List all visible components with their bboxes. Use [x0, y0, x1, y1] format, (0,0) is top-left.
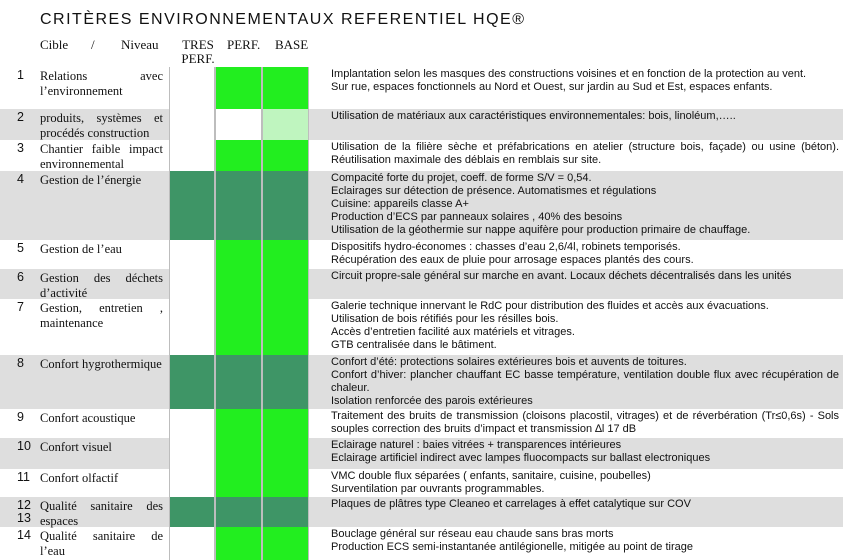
table-row — [0, 527, 843, 560]
table-row — [0, 299, 843, 355]
level-tres-perf — [169, 355, 215, 409]
row-description — [331, 528, 839, 554]
table-row — [0, 269, 843, 299]
level-perf — [215, 355, 262, 409]
row-number: 8 — [17, 356, 24, 370]
description-line: Production ECS semi-instantanée antilégionelle, mitigée au point de tirage — [331, 541, 693, 553]
level-base — [262, 240, 309, 269]
header-tres-perf: TRES PERF. — [181, 37, 215, 66]
table-row — [0, 240, 843, 269]
description-line: Utilisation de bois rétifiés pour les résilles bois. — [331, 313, 559, 325]
description-line: Eclairages sur détection de présence. Automatismes et régulations — [331, 185, 657, 197]
description-line: Accès d’entretien facilité aux matériels et vitrages. — [331, 326, 575, 338]
row-number: 7 — [17, 300, 24, 314]
row-cible: Qualité sanitaire des espaces — [40, 499, 163, 528]
level-perf — [215, 109, 262, 140]
level-tres-perf — [169, 527, 215, 560]
description-line: Circuit propre-sale général sur marche en avant. Locaux déchets décentralisés dans les unités — [331, 270, 792, 282]
description-line: Isolation renforcée des parois extérieures — [331, 395, 533, 407]
row-number: 12 13 — [17, 498, 31, 525]
level-base — [262, 109, 309, 140]
level-perf — [215, 497, 262, 527]
level-perf — [215, 527, 262, 560]
description-line: Récupération des eaux de pluie pour arrosage espaces plantés des cours. — [331, 254, 694, 266]
level-tres-perf — [169, 497, 215, 527]
row-description — [331, 110, 839, 123]
level-perf — [215, 240, 262, 269]
row-description — [331, 300, 839, 352]
row-cible: Gestion, entretien , maintenance — [40, 301, 163, 330]
row-description — [331, 470, 839, 496]
level-tres-perf — [169, 140, 215, 171]
row-number: 4 — [17, 172, 24, 186]
row-cible: Confort acoustique — [40, 411, 136, 425]
row-number: 1 — [17, 68, 24, 82]
row-cible: Confort hygrothermique — [40, 357, 162, 371]
description-line: Utilisation de la filière sèche et préfabrications en atelier (structure bois, façade) ou usine (béton). Réutilisation maximale des déblais en remblais sur site. — [331, 141, 839, 166]
level-perf — [215, 469, 262, 497]
row-description — [331, 270, 839, 283]
level-base — [262, 67, 309, 109]
level-base — [262, 438, 309, 469]
description-line: Confort d’hiver: plancher chauffant EC basse température, ventilation double flux avec récupération de chaleur. — [331, 369, 839, 394]
page-title: CRITÈRES ENVIRONNEMENTAUX REFERENTIEL HQE® — [40, 11, 526, 28]
level-tres-perf — [169, 171, 215, 240]
level-perf — [215, 171, 262, 240]
description-line: Galerie technique innervant le RdC pour distribution des fluides et accès aux évacuations. — [331, 300, 769, 312]
description-line: Eclairage artificiel indirect avec lampes fluocompacts sur ballast electroniques — [331, 452, 711, 464]
description-line: Plaques de plâtres type Cleaneo et carrelages à effet catalytique sur COV — [331, 498, 691, 510]
description-line: Compacité forte du projet, coeff. de forme S/V = 0,54. — [331, 172, 592, 184]
description-line: Confort d’été: protections solaires extérieures bois et auvents de toitures. — [331, 356, 687, 368]
row-description — [331, 172, 839, 237]
table-row — [0, 497, 843, 527]
level-perf — [215, 438, 262, 469]
level-tres-perf — [169, 299, 215, 355]
table-row — [0, 140, 843, 171]
level-tres-perf — [169, 438, 215, 469]
header-niveau: Niveau — [121, 37, 159, 52]
level-tres-perf — [169, 240, 215, 269]
level-tres-perf — [169, 269, 215, 299]
description-line: GTB centralisée dans le bâtiment. — [331, 339, 497, 351]
row-description — [331, 241, 839, 267]
description-line: Cuisine: appareils classe A+ — [331, 198, 469, 210]
level-base — [262, 355, 309, 409]
row-number: 6 — [17, 270, 24, 284]
table-row — [0, 109, 843, 140]
table-row — [0, 355, 843, 409]
header-base: BASE — [275, 37, 309, 52]
row-cible: Gestion de l’eau — [40, 242, 122, 256]
header-slash: / — [91, 37, 95, 52]
table-row — [0, 67, 843, 109]
description-line: Utilisation de matériaux aux caractéristiques environnementales: bois, linoléum,….. — [331, 110, 736, 122]
level-base — [262, 140, 309, 171]
level-base — [262, 469, 309, 497]
level-base — [262, 269, 309, 299]
level-base — [262, 527, 309, 560]
level-perf — [215, 67, 262, 109]
table-row — [0, 171, 843, 240]
row-cible: Gestion de l’énergie — [40, 173, 142, 187]
row-number: 9 — [17, 410, 24, 424]
table-row — [0, 409, 843, 438]
description-line: Bouclage général sur réseau eau chaude sans bras morts — [331, 528, 614, 540]
header-perf: PERF. — [227, 37, 261, 52]
level-tres-perf — [169, 109, 215, 140]
level-tres-perf — [169, 409, 215, 438]
level-tres-perf — [169, 469, 215, 497]
row-number: 3 — [17, 141, 24, 155]
row-cible: Confort visuel — [40, 440, 112, 454]
description-line: Sur rue, espaces fonctionnels au Nord et Ouest, sur jardin au Sud et Est, espaces enfants. — [331, 81, 773, 93]
table-row — [0, 438, 843, 469]
row-cible: produits, systèmes et procédés construction — [40, 111, 163, 140]
level-tres-perf — [169, 67, 215, 109]
description-line: Eclairage naturel : baies vitrées + transparences intérieures — [331, 439, 622, 451]
level-perf — [215, 269, 262, 299]
row-cible: Qualité sanitaire de l’eau — [40, 529, 163, 558]
description-line: Dispositifs hydro-économes : chasses d’eau 2,6/4l, robinets temporisés. — [331, 241, 681, 253]
row-description — [331, 356, 839, 408]
level-base — [262, 299, 309, 355]
description-line: VMC double flux séparées ( enfants, sanitaire, cuisine, poubelles) — [331, 470, 651, 482]
row-cible: Gestion des déchets d’activité — [40, 271, 163, 300]
row-cible: Chantier faible impact environnemental — [40, 142, 163, 171]
description-line: Surventilation par ouvrants programmables. — [331, 483, 545, 495]
row-cible: Relations avec l’environnement — [40, 69, 163, 98]
description-line: Traitement des bruits de transmission (cloisons placostil, vitrages) et de réverbération (Tr≤0,6s) - Sols souples correction des bruits d’impact et transmission ∆l 17 dB — [331, 410, 839, 435]
table-row — [0, 469, 843, 497]
level-base — [262, 171, 309, 240]
header-cible: Cible — [40, 37, 69, 52]
row-description — [331, 439, 839, 465]
row-description — [331, 141, 839, 167]
row-number: 14 — [17, 528, 31, 542]
description-line: Implantation selon les masques des constructions voisines et en fonction de la protection au vent. — [331, 68, 807, 80]
level-base — [262, 497, 309, 527]
row-number: 10 — [17, 439, 31, 453]
level-perf — [215, 409, 262, 438]
description-line: Production d’ECS par panneaux solaires , 40% des besoins — [331, 211, 623, 223]
description-line: Utilisation de la géothermie sur nappe aquifère pour production primaire de chauffage. — [331, 224, 751, 236]
row-description — [331, 68, 839, 94]
row-number: 2 — [17, 110, 24, 124]
row-description — [331, 410, 839, 436]
row-description — [331, 498, 839, 511]
row-cible: Confort olfactif — [40, 471, 119, 485]
row-number: 11 — [17, 470, 30, 484]
level-perf — [215, 299, 262, 355]
level-perf — [215, 140, 262, 171]
row-number: 5 — [17, 241, 24, 255]
level-base — [262, 409, 309, 438]
